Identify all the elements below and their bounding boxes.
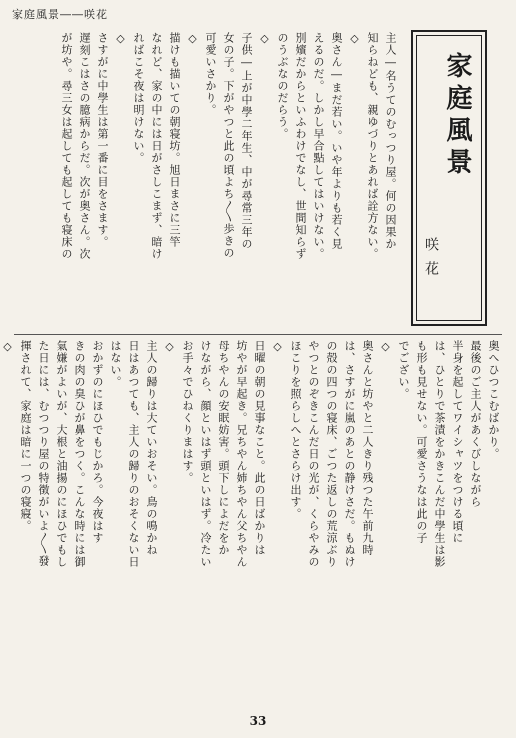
text-column: 女の子。下がやつと此の頃よち〳〵歩きの (222, 32, 235, 259)
text-column: 別嬪だからといふわけでなし、世間知らず (294, 32, 307, 260)
article-title: 家庭風景 (442, 52, 472, 180)
section-divider-diamond: ◇ (271, 340, 284, 354)
text-column: やつとのぞきこんだ日の光が、くらやみの (307, 340, 320, 568)
text-column: た日には、むつつり屋の特徴がいよ〳〵發 (37, 340, 50, 567)
text-column: えるのだ。しかし早合點してはいけない。 (312, 32, 325, 260)
text-column: 最後のご主人があくびしながら (469, 340, 482, 508)
text-column: おかずのにほひでもじかろ。今夜はす (91, 340, 104, 544)
text-column: 主人の歸りは大ていおそい。鳥の鳴かね (145, 340, 158, 556)
section-divider-diamond: ◇ (258, 32, 271, 46)
text-column: 坊やが早起き。兄ちやん姉ちやん父ちやん (235, 340, 248, 568)
text-band-middle (1, 340, 502, 660)
text-column: なれど、家の中には日がさしこまず、暗け (150, 32, 163, 260)
text-column: が坊や。尋三女は起しても起しても寝床の (60, 32, 73, 260)
title-box (411, 30, 487, 326)
text-column: 母ちやんの安眠妨害。頭下しによだをか (217, 340, 230, 556)
text-column: 知らねども、親ゆづりとあれば詮方ない。 (366, 32, 379, 260)
text-column: 子供―上が中學二年生、中が尋常三年の (240, 32, 253, 250)
text-column: けながら、顔といはず頭といはず。冷たい (199, 340, 212, 568)
text-column: は、さすがに嵐のあとの静けさだ。もぬけ (343, 340, 356, 568)
text-column: 日はあつても、主人の歸りのおそくない日 (127, 340, 140, 568)
section-divider-diamond: ◇ (1, 340, 14, 354)
text-column: 奥へひつこむばかり。 (487, 340, 500, 460)
text-column: のうぶなのだらう。 (276, 32, 289, 140)
article-author: 咲花 (423, 237, 439, 285)
section-divider-diamond: ◇ (348, 32, 361, 46)
text-band-top (14, 32, 399, 332)
text-column: さすがに中學生は第一番に目をさます。 (96, 32, 109, 248)
text-column: の殻の四つの寝床、ごつた返しの荒涼ぶり (325, 340, 338, 568)
text-column: ればこそ夜は明けない。 (132, 32, 145, 164)
section-divider-diamond: ◇ (186, 32, 199, 46)
text-column: 可愛いさかり。 (204, 32, 217, 116)
text-column: 奥さん―まだ若い。いや年よりも若く見 (330, 32, 343, 250)
text-column: 氣嫌がよいが、大根と油揚のにほひでもし (55, 340, 68, 568)
text-column: は、ひとりで茶漬をかきこんだ中學生は影 (433, 340, 446, 568)
text-column: 半身を起してワイシャツをつける頃に (451, 340, 464, 544)
text-column: 奥さんと坊やと二人きり残つた午前九時 (361, 340, 374, 556)
text-column: ほこりを照らしへとさらけ出す。 (289, 340, 302, 520)
text-column: 揮されて、家庭は暗に一つの寝寢。 (19, 340, 32, 532)
text-column: 日曜の朝の見事なこと。此の日ばかりは (253, 340, 266, 556)
section-divider-diamond: ◇ (163, 340, 176, 354)
text-column: でござい。 (397, 340, 410, 400)
section-divider-diamond: ◇ (114, 32, 127, 46)
section-divider-diamond: ◇ (379, 340, 392, 354)
text-column: 描けも描いての朝寝坊。旭日まさに三竿 (168, 32, 181, 248)
text-column: 遅刻こはさの臆病からだ。次が奥さん。次 (78, 32, 91, 260)
text-column: きの肉の臭ひが鼻をつく。こんな時には御 (73, 340, 86, 568)
divider-rule (14, 334, 502, 335)
text-column: お手々でひねくりまはす。 (181, 340, 194, 484)
text-column: はない。 (109, 340, 122, 388)
page-number: 33 (249, 714, 267, 728)
running-head: 家庭風景――咲花 (12, 8, 108, 21)
text-column: も形も見せない。可愛さうなは此の子 (415, 340, 428, 544)
text-column: 主人―名うてのむっつり屋。何の因果か (384, 32, 397, 250)
